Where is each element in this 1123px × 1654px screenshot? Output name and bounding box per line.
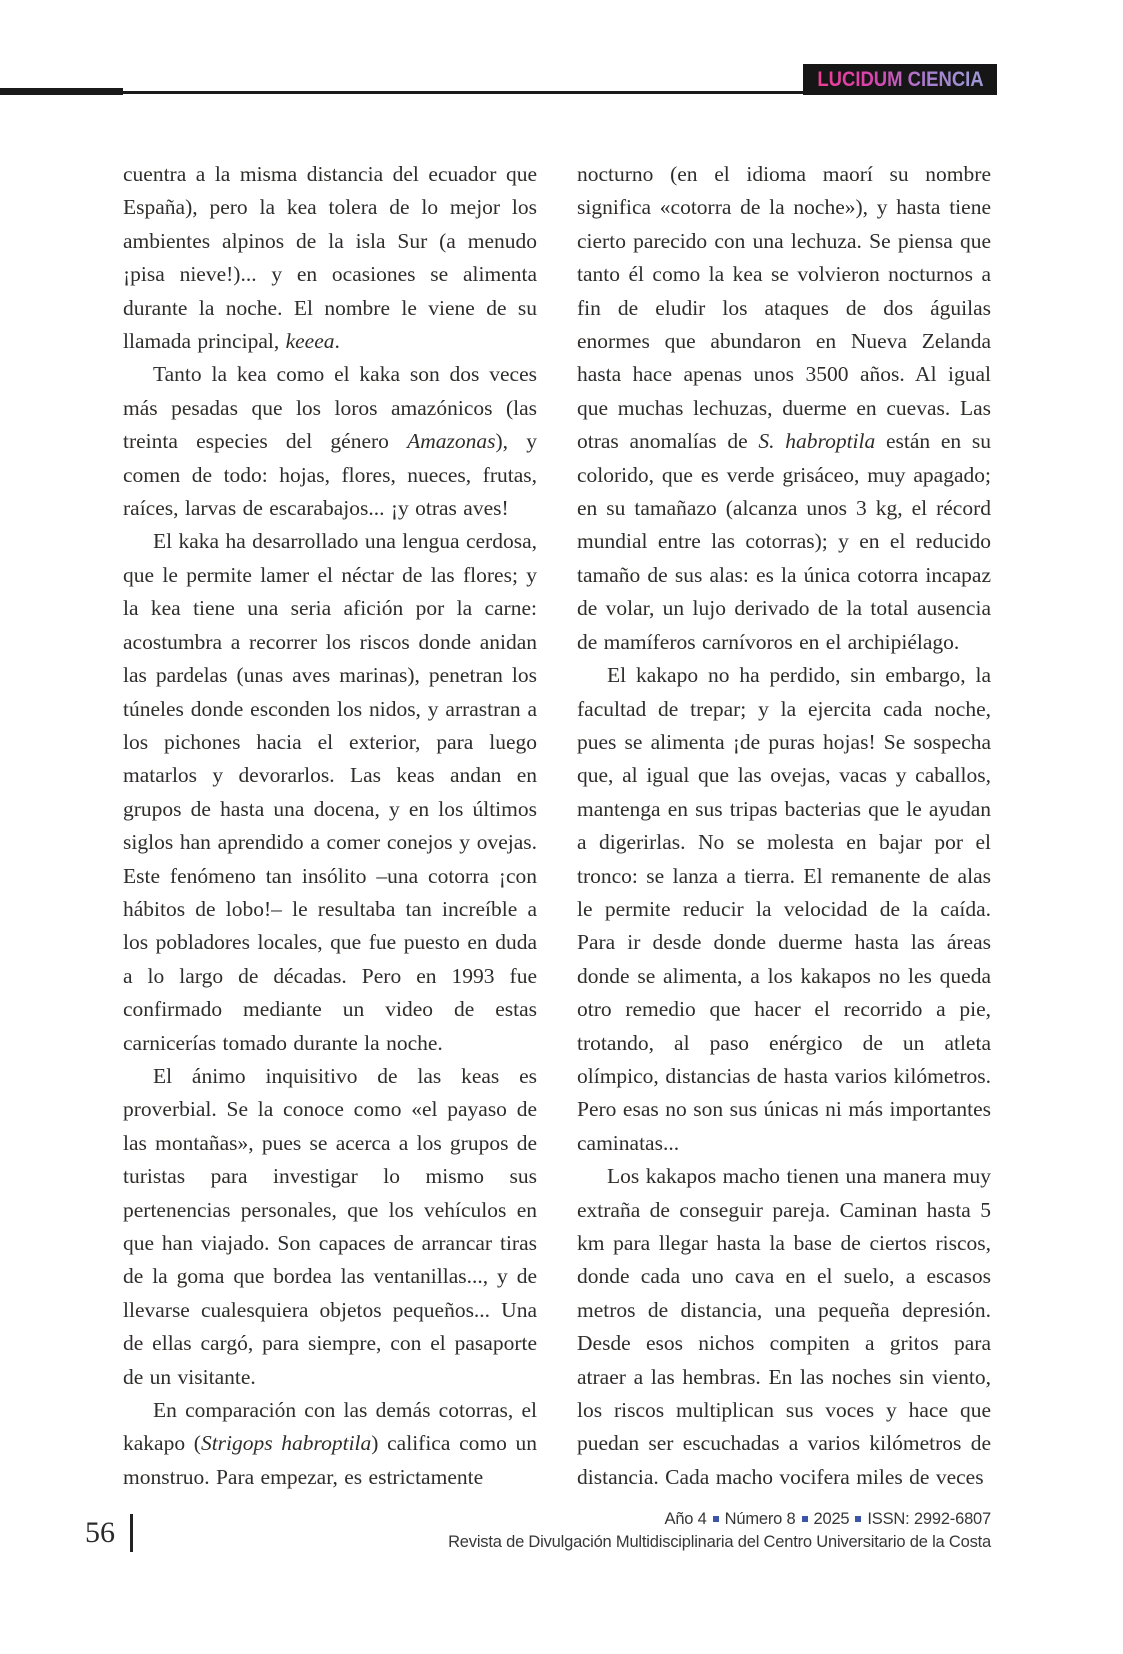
paragraph bbox=[123, 525, 537, 1060]
body-text: En comparación con las demás cotorras, el kakapo ( bbox=[123, 1398, 537, 1456]
paragraph bbox=[123, 358, 537, 525]
bullet-separator-icon bbox=[802, 1516, 808, 1522]
folio-divider bbox=[130, 1514, 133, 1552]
header-rule-thick bbox=[0, 88, 123, 95]
paragraph bbox=[123, 158, 537, 358]
text-column-right bbox=[577, 158, 991, 1494]
issue-item: Año 4 bbox=[664, 1510, 707, 1528]
issue-item: ISSN: 2992-6807 bbox=[867, 1510, 991, 1528]
article-body bbox=[123, 158, 991, 1494]
text-column-left bbox=[123, 158, 537, 1494]
folio bbox=[85, 1514, 133, 1552]
issue-item: 2025 bbox=[813, 1510, 850, 1528]
body-text: . bbox=[334, 329, 340, 354]
body-text: están en su colorido, que es verde grisáceo, muy apagado; en su tamañazo (alcanza unos 3 kg, el récord mundial entre las cotorras); y en el reducido tamaño de sus alas: es la única cotorra incapaz de volar, un lujo derivado de la total ausencia de mamíferos carnívoros en el archipiélago. bbox=[577, 429, 991, 654]
italic-text: keeea bbox=[285, 329, 335, 354]
italic-text: Strigops habroptila bbox=[200, 1431, 372, 1456]
italic-text: S. habroptila bbox=[758, 429, 876, 454]
body-text: El ánimo inquisitivo de las keas es proverbial. Se la conoce como «el payaso de las montañas», pues se acerca a los grupos de turistas para investigar lo mismo sus pertenencias personales, que los vehículos en que han viajado. Son capaces de arrancar tiras de la goma que bordea las ventanillas..., y de llevarse cualesquiera objetos pequeños... Una de ellas cargó, para siempre, con el pasaporte de un visitante. bbox=[123, 1063, 537, 1389]
body-text: nocturno (en el idioma maorí su nombre significa «cotorra de la noche»), y hasta tiene cierto parecido con una lechuza. Se piensa que tanto él como la kea se volvieron nocturnos a fin de eludir los ataques de dos águilas enormes que abundaron en Nueva Zelanda hasta hace apenas unos 3500 años. Al igual que muchas lechuzas, duerme en cuevas. Las otras anomalías de bbox=[577, 162, 991, 454]
paragraph bbox=[577, 1160, 991, 1494]
paragraph bbox=[123, 1394, 537, 1494]
imprint bbox=[448, 1508, 991, 1554]
masthead-title: LUCIDUM CIENCIA bbox=[816, 67, 984, 91]
paragraph bbox=[123, 1060, 537, 1394]
paragraph bbox=[577, 659, 991, 1160]
bullet-separator-icon bbox=[855, 1516, 861, 1522]
page-number: 56 bbox=[85, 1516, 115, 1549]
body-text: ) califica como un monstruo. Para empezar, es estrictamente bbox=[123, 1431, 538, 1489]
body-text: El kakapo no ha perdido, sin embargo, la facultad de trepar; y la ejercita cada noche, pues se alimenta ¡de puras hojas! Se sospecha que, al igual que las ovejas, vacas y caballos, mantenga en sus tripas bacterias que le ayudan a digerirlas. No se molesta en bajar por el tronco: se lanza a tierra. El remanente de alas le permite reducir la velocidad de la caída. Para ir desde donde duerme hasta las áreas donde se alimenta, a los kakapos no les queda otro remedio que hacer el recorrido a pie, trotando, al paso enérgico de un atleta olímpico, distancias de hasta varios kilómetros. Pero esas no son sus únicas ni más importantes caminatas... bbox=[577, 663, 991, 1155]
paragraph bbox=[577, 158, 991, 659]
body-text: Tanto la kea como el kaka son dos veces más pesadas que los loros amazónicos (las treinta especies del género bbox=[123, 362, 537, 454]
body-text: ), y comen de todo: hojas, flores, nueces, frutas, raíces, larvas de escarabajos... ¡y otras aves! bbox=[123, 429, 537, 521]
body-text: El kaka ha desarrollado una lengua cerdosa, que le permite lamer el néctar de las flores; y la kea tiene una seria afición por la carne: acostumbra a recorrer los riscos donde anidan las pardelas (unas aves marinas), penetran los túneles donde esconden los nidos, y arrastran a los pichones hacia el exterior, para luego matarlos y devorarlos. Las keas andan en grupos de hasta una docena, y en los últimos siglos han aprendido a comer conejos y ovejas. Este fenómeno tan insólito –una cotorra ¡con hábitos de lobo!– le resultaba tan increíble a los pobladores locales, que fue puesto en duda a lo largo de décadas. Pero en 1993 fue confirmado mediante un video de estas carnicerías tomado durante la noche. bbox=[123, 529, 537, 1055]
journal-name: Revista de Divulgación Multidisciplinaria del Centro Universitario de la Costa bbox=[448, 1533, 991, 1551]
issue-line bbox=[448, 1508, 991, 1531]
body-text: Los kakapos macho tienen una manera muy extraña de conseguir pareja. Caminan hasta 5 km para llegar hasta la base de ciertos riscos, donde cada uno cava en el suelo, a escasos metros de distancia, una pequeña depresión. Desde esos nichos compiten a gritos para atraer a las hembras. En las noches sin viento, los riscos multiplican sus voces y hace que puedan ser escuchadas a varios kilómetros de distancia. Cada macho vocifera miles de veces bbox=[577, 1164, 991, 1489]
italic-text: Amazonas bbox=[407, 429, 496, 454]
issue-item: Número 8 bbox=[724, 1510, 796, 1528]
masthead bbox=[803, 64, 997, 95]
header-rule-thin bbox=[123, 91, 806, 94]
bullet-separator-icon bbox=[713, 1516, 719, 1522]
body-text: cuentra a la misma distancia del ecuador que España), pero la kea tolera de lo mejor los ambientes alpinos de la isla Sur (a menudo ¡pisa nieve!)... y en ocasiones se alimenta durante la noche. El nombre le viene de su llamada principal, bbox=[123, 162, 537, 354]
